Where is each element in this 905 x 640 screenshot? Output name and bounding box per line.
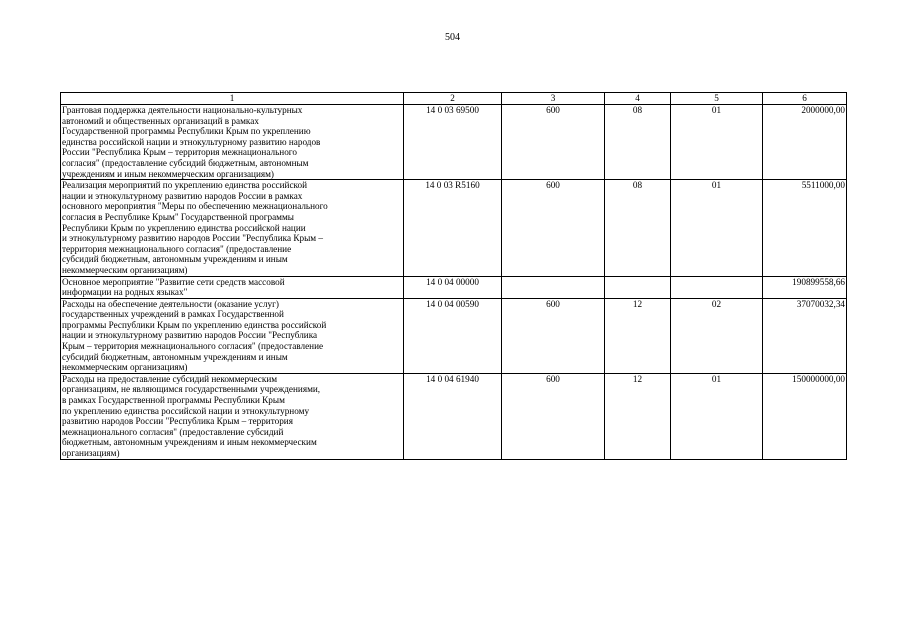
row-name: Реализация мероприятий по укреплению единства российской нации и этнокультурному развитию народов России в рамках основного мероприятия "Меры по обеспечению межнационального согласия в Республике Крым" Государственной программы Республики Крым по укреплению единства российской нации и этнокультурному развитию народов России "Республика Крым – территория межнационального согласия" (предоставление субсидий бюджетным, автономным учреждениям и иным некоммерческим организациям): [61, 180, 404, 276]
table-row: [61, 105, 847, 180]
row-col-3: 600: [502, 105, 605, 180]
table-row: [61, 298, 847, 373]
row-code: 14 0 04 00000: [404, 276, 502, 298]
row-amount: 5511000,00: [763, 180, 847, 276]
row-amount: 2000000,00: [763, 105, 847, 180]
row-col-5: 01: [671, 105, 763, 180]
row-code: 14 0 04 61940: [404, 373, 502, 459]
row-name: Основное мероприятие "Развитие сети средств массовой информации на родных языках": [61, 276, 404, 298]
row-col-3: 600: [502, 373, 605, 459]
row-amount: 150000000,00: [763, 373, 847, 459]
row-col-3: 600: [502, 180, 605, 276]
table-row: [61, 180, 847, 276]
table-row: [61, 373, 847, 459]
row-amount: 37070032,34: [763, 298, 847, 373]
header-col-4: 4: [605, 93, 671, 105]
row-col-4: 12: [605, 298, 671, 373]
row-code: 14 0 04 00590: [404, 298, 502, 373]
budget-table: [60, 92, 847, 460]
row-name: Расходы на предоставление субсидий некоммерческим организациям, не являющимся государственными учреждениями, в рамках Государственной программы Республики Крым по укреплению единства российской нации и этнокультурному развитию народов России "Республика Крым – территория межнационального согласия" (предоставление субсидий бюджетным, автономным учреждениям и иным некоммерческим организациям): [61, 373, 404, 459]
row-code: 14 0 03 69500: [404, 105, 502, 180]
row-amount: 190899558,66: [763, 276, 847, 298]
header-col-3: 3: [502, 93, 605, 105]
row-col-5: 01: [671, 373, 763, 459]
row-code: 14 0 03 R5160: [404, 180, 502, 276]
row-col-3: [502, 276, 605, 298]
header-col-6: 6: [763, 93, 847, 105]
row-col-4: [605, 276, 671, 298]
row-col-4: 08: [605, 105, 671, 180]
header-col-2: 2: [404, 93, 502, 105]
row-col-5: [671, 276, 763, 298]
row-name: Грантовая поддержка деятельности национально-культурных автономий и общественных организаций в рамках Государственной программы Республики Крым по укреплению единства российской нации и этнокультурному развитию народов России "Республика Крым – территория межнационального согласия" (предоставление субсидий бюджетным, автономным учреждениям и иным некоммерческим организациям): [61, 105, 404, 180]
page-number: 504: [445, 32, 460, 43]
row-col-4: 12: [605, 373, 671, 459]
header-col-1: 1: [61, 93, 404, 105]
row-col-4: 08: [605, 180, 671, 276]
row-col-5: 02: [671, 298, 763, 373]
row-name: Расходы на обеспечение деятельности (оказание услуг) государственных учреждений в рамках Государственной программы Республики Крым по укреплению единства российской нации и этнокультурному развитию народов России "Республика Крым – территория межнационального согласия" (предоставление субсидий бюджетным, автономным учреждениям и иным некоммерческим организациям): [61, 298, 404, 373]
header-row: [61, 93, 847, 105]
table-row: [61, 276, 847, 298]
row-col-3: 600: [502, 298, 605, 373]
header-col-5: 5: [671, 93, 763, 105]
row-col-5: 01: [671, 180, 763, 276]
